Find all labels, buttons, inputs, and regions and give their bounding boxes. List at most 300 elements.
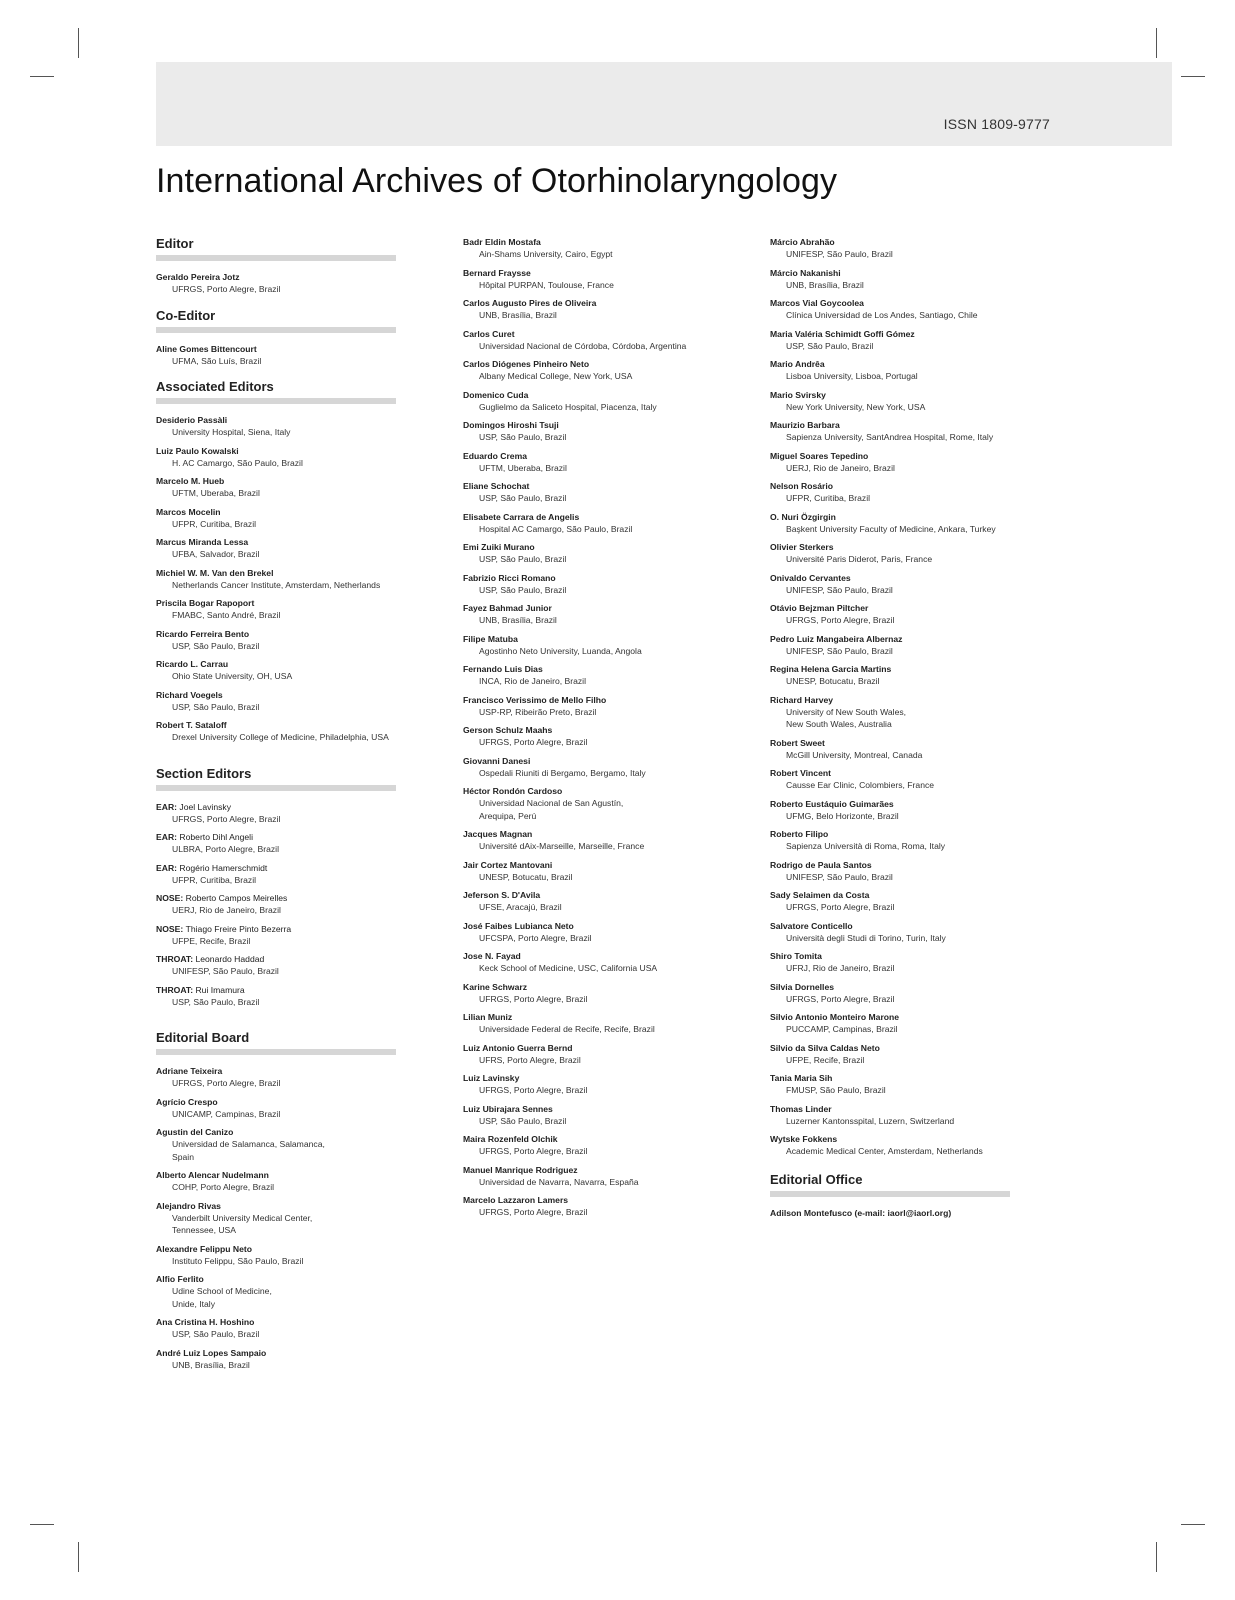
person-name: Michiel W. M. Van den Brekel xyxy=(156,567,274,578)
affiliation: UFRGS, Porto Alegre, Brazil xyxy=(479,1146,588,1156)
person-name: O. Nuri Özgirgin xyxy=(770,511,836,522)
person-entry xyxy=(156,1243,396,1268)
person-entry xyxy=(463,572,753,597)
affiliation: UFMA, São Luís, Brazil xyxy=(172,355,262,366)
affiliation: New South Wales, Australia xyxy=(786,719,892,729)
person-name: Maurizio Barbara xyxy=(770,420,840,430)
person-name: Filipe Matuba xyxy=(463,633,518,644)
crop-mark xyxy=(1156,1542,1157,1572)
affiliation: UNIFESP, São Paulo, Brazil xyxy=(786,645,893,656)
person-entry xyxy=(770,663,1060,688)
person-entry xyxy=(156,831,396,856)
affiliation: UFPR, Curitiba, Brazil xyxy=(172,518,257,529)
affiliation: UFPE, Recife, Brazil xyxy=(172,935,251,946)
person-name: Maria Valéria Schimidt Goffi Gómez xyxy=(770,328,915,339)
person-entry xyxy=(156,1200,396,1237)
affiliation: UFRGS, Porto Alegre, Brazil xyxy=(479,737,588,747)
affiliation: UNB, Brasília, Brazil xyxy=(479,310,557,320)
person-entry xyxy=(156,1065,396,1090)
person-name: Carlos Augusto Pires de Oliveira xyxy=(463,298,597,308)
person-name: Ricardo Ferreira Bento xyxy=(156,628,250,639)
person-name-text: Thiago Freire Pinto Bezerra xyxy=(185,923,292,934)
person-entry xyxy=(156,1347,396,1372)
crop-mark xyxy=(1181,1524,1205,1525)
person-name: Roberto Filipo xyxy=(770,829,829,839)
person-name: Fabrizio Ricci Romano xyxy=(463,572,556,583)
affiliation: UFRJ, Rio de Janeiro, Brazil xyxy=(786,963,895,973)
person-entry xyxy=(156,628,396,653)
person-entry xyxy=(463,920,753,945)
affiliation: UFPE, Recife, Brazil xyxy=(786,1054,865,1065)
person-name: Adriane Teixeira xyxy=(156,1066,223,1076)
person-name: Alberto Alencar Nudelmann xyxy=(156,1170,269,1180)
person-name: Alfio Ferlito xyxy=(156,1274,204,1284)
affiliation: UFPR, Curitiba, Brazil xyxy=(172,874,257,885)
person-name: Alexandre Felippu Neto xyxy=(156,1243,252,1254)
affiliation: USP, São Paulo, Brazil xyxy=(172,996,260,1007)
section-title: Section Editors xyxy=(156,766,396,791)
person-entry xyxy=(463,828,753,853)
person-entry xyxy=(770,480,1060,505)
affiliation: Hôpital PURPAN, Toulouse, France xyxy=(479,279,614,290)
person-name: Márcio Abrahão xyxy=(770,237,835,247)
person-entry xyxy=(463,511,753,536)
crop-mark xyxy=(1156,28,1157,58)
affiliation: UFBA, Salvador, Brazil xyxy=(172,549,260,559)
person-name-text: Roberto Dihl Angeli xyxy=(179,832,253,842)
person-entry xyxy=(770,798,1060,823)
person-entry xyxy=(156,1169,396,1194)
person-entry xyxy=(770,236,1060,261)
affiliation: Ospedali Riuniti di Bergamo, Bergamo, Italy xyxy=(479,767,646,778)
affiliation: Sapienza Università di Roma, Roma, Italy xyxy=(786,841,946,851)
affiliation: Universidad de Salamanca, Salamanca, xyxy=(172,1139,325,1149)
affiliation: UFRGS, Porto Alegre, Brazil xyxy=(786,615,895,625)
person-entry xyxy=(463,450,753,475)
person-name: Roberto Eustáquio Guimarães xyxy=(770,798,894,809)
person-name xyxy=(156,801,396,813)
person-name: Jair Cortez Mantovani xyxy=(463,859,553,870)
person-name: José Faibes Lubianca Neto xyxy=(463,920,574,931)
person-name: Domenico Cuda xyxy=(463,389,529,400)
person-entry xyxy=(156,953,396,978)
person-name: Desiderio Passàli xyxy=(156,415,228,425)
affiliation: McGill University, Montreal, Canada xyxy=(786,749,923,760)
person-name: Rodrigo de Paula Santos xyxy=(770,859,872,870)
affiliation: UNIFESP, São Paulo, Brazil xyxy=(786,249,893,259)
section-role: NOSE: xyxy=(156,893,184,903)
person-entry xyxy=(463,1194,753,1219)
person-entry xyxy=(463,1164,753,1189)
affiliation: UERJ, Rio de Janeiro, Brazil xyxy=(786,462,895,473)
person-name: Salvatore Conticello xyxy=(770,920,853,931)
person-entry xyxy=(770,920,1060,945)
person-name xyxy=(156,923,396,935)
office-contact: Adilson Montefusco (e-mail: iaorl@iaorl.org) xyxy=(770,1207,952,1218)
affiliation: UNIFESP, São Paulo, Brazil xyxy=(786,584,893,595)
person-entry xyxy=(770,1133,1060,1158)
person-entry xyxy=(156,892,396,917)
person-name: Richard Harvey xyxy=(770,694,834,705)
affiliation: USP, São Paulo, Brazil xyxy=(479,554,567,564)
person-name: Otávio Bejzman Piltcher xyxy=(770,603,869,613)
affiliation: H. AC Camargo, São Paulo, Brazil xyxy=(172,457,303,468)
person-entry xyxy=(156,475,396,500)
person-entry xyxy=(463,724,753,749)
person-name: Priscila Bogar Rapoport xyxy=(156,598,255,608)
person-name: Francisco Verissimo de Mello Filho xyxy=(463,694,607,705)
affiliation: COHP, Porto Alegre, Brazil xyxy=(172,1182,275,1192)
person-entry xyxy=(770,1103,1060,1128)
affiliation: Hospital AC Camargo, São Paulo, Brazil xyxy=(479,523,633,534)
affiliation: UFRGS, Porto Alegre, Brazil xyxy=(172,284,281,294)
section-section-editors xyxy=(156,766,396,1009)
person-name: Fayez Bahmad Junior xyxy=(463,603,552,613)
affiliation: UNIFESP, São Paulo, Brazil xyxy=(172,966,279,976)
person-entry xyxy=(770,737,1060,762)
person-name: Robert Vincent xyxy=(770,768,831,778)
person-name: Ricardo L. Carrau xyxy=(156,659,229,669)
person-entry xyxy=(463,358,753,383)
person-entry xyxy=(770,541,1060,566)
section-role: THROAT: xyxy=(156,984,194,995)
person-entry xyxy=(770,828,1060,853)
affiliation: UERJ, Rio de Janeiro, Brazil xyxy=(172,905,281,915)
section-role: EAR: xyxy=(156,801,178,812)
affiliation: Academic Medical Center, Amsterdam, Netherlands xyxy=(786,1146,983,1156)
person-name: Márcio Nakanishi xyxy=(770,267,841,278)
affiliation: Instituto Felippu, São Paulo, Brazil xyxy=(172,1255,304,1266)
person-entry xyxy=(156,343,396,368)
person-name: Alejandro Rivas xyxy=(156,1200,221,1211)
person-name: Aline Gomes Bittencourt xyxy=(156,343,257,354)
person-entry xyxy=(463,328,753,353)
affiliation: UFRGS, Porto Alegre, Brazil xyxy=(479,993,588,1004)
affiliation: Agostinho Neto University, Luanda, Angola xyxy=(479,645,642,656)
person-entry xyxy=(770,950,1060,975)
header-band xyxy=(156,62,1172,146)
person-name: Thomas Linder xyxy=(770,1103,832,1114)
affiliation: Vanderbilt University Medical Center, xyxy=(172,1212,313,1223)
affiliation: UFPR, Curitiba, Brazil xyxy=(786,493,871,503)
person-name: Sady Selaimen da Costa xyxy=(770,890,870,900)
person-entry xyxy=(463,785,753,822)
section-editor xyxy=(156,236,396,296)
column-right xyxy=(770,236,1060,1231)
person-entry xyxy=(770,889,1060,914)
affiliation: UNICAMP, Campinas, Brazil xyxy=(172,1108,281,1119)
journal-title: International Archives of Otorhinolaryngology xyxy=(156,162,838,200)
affiliation: Unide, Italy xyxy=(172,1298,215,1309)
affiliation: UFRS, Porto Alegre, Brazil xyxy=(479,1054,581,1065)
affiliation: UFCSPA, Porto Alegre, Brazil xyxy=(479,932,592,943)
person-name: Luiz Antonio Guerra Bernd xyxy=(463,1042,573,1053)
person-entry xyxy=(463,633,753,658)
person-name: Agrício Crespo xyxy=(156,1096,218,1107)
person-name: Carlos Curet xyxy=(463,328,515,339)
person-name-text: Rui Imamura xyxy=(195,984,245,995)
affiliation: FMUSP, São Paulo, Brazil xyxy=(786,1085,886,1095)
person-name: Nelson Rosário xyxy=(770,481,834,491)
affiliation: UFRGS, Porto Alegre, Brazil xyxy=(172,813,281,824)
person-name: Carlos Diógenes Pinheiro Neto xyxy=(463,359,590,369)
person-name xyxy=(156,984,396,996)
affiliation: UFTM, Uberaba, Brazil xyxy=(172,488,260,498)
person-entry xyxy=(463,267,753,292)
person-entry xyxy=(770,450,1060,475)
person-name: Agustin del Canizo xyxy=(156,1127,234,1137)
person-name: Eliane Schochat xyxy=(463,481,530,491)
person-entry xyxy=(156,506,396,531)
person-entry xyxy=(463,419,753,444)
person-name: Marcus Miranda Lessa xyxy=(156,537,249,547)
person-entry xyxy=(770,572,1060,597)
person-entry xyxy=(463,663,753,688)
affiliation: Udine School of Medicine, xyxy=(172,1286,272,1296)
person-entry xyxy=(770,297,1060,322)
person-entry xyxy=(156,567,396,592)
crop-mark xyxy=(30,1524,54,1525)
section-editorial-board xyxy=(156,1030,396,1371)
person-name: Eduardo Crema xyxy=(463,450,527,461)
person-entry xyxy=(156,658,396,683)
person-name: Marcelo M. Hueb xyxy=(156,476,225,486)
affiliation: Başkent University Faculty of Medicine, Ankara, Turkey xyxy=(786,523,996,534)
affiliation: UNB, Brasília, Brazil xyxy=(786,279,864,290)
person-name: Regina Helena Garcia Martins xyxy=(770,664,892,674)
affiliation: Universidad Nacional de Córdoba, Córdoba, Argentina xyxy=(479,340,687,351)
person-name: Badr Eldin Mostafa xyxy=(463,237,541,247)
person-name xyxy=(156,862,396,874)
person-name: Geraldo Pereira Jotz xyxy=(156,272,240,282)
section-role: THROAT: xyxy=(156,954,194,964)
person-name: Mario Svirsky xyxy=(770,389,826,400)
affiliation: UFMG, Belo Horizonte, Brazil xyxy=(786,810,899,821)
affiliation: UFRGS, Porto Alegre, Brazil xyxy=(786,993,895,1004)
person-name: Fernando Luis Dias xyxy=(463,664,543,674)
affiliation: Università degli Studi di Torino, Turin, Italy xyxy=(786,932,946,943)
person-entry xyxy=(463,1042,753,1067)
person-name-text: Rogério Hamerschmidt xyxy=(179,862,268,873)
person-entry xyxy=(463,389,753,414)
section-title: Editorial Board xyxy=(156,1030,396,1055)
person-name: Lilian Muniz xyxy=(463,1012,513,1022)
affiliation: Netherlands Cancer Institute, Amsterdam, Netherlands xyxy=(172,579,381,590)
person-name: Silvio da Silva Caldas Neto xyxy=(770,1042,880,1053)
person-entry xyxy=(463,694,753,719)
affiliation: Ohio State University, OH, USA xyxy=(172,671,293,681)
person-entry xyxy=(156,719,396,744)
column-left xyxy=(156,236,396,1383)
affiliation: UFSE, Aracajú, Brazil xyxy=(479,902,562,912)
person-entry xyxy=(770,1072,1060,1097)
affiliation: USP, São Paulo, Brazil xyxy=(479,432,567,442)
person-entry xyxy=(463,1133,753,1158)
person-name: Domingos Hiroshi Tsuji xyxy=(463,420,559,430)
person-entry xyxy=(156,445,396,470)
crop-mark xyxy=(78,28,79,58)
section-co-editor xyxy=(156,308,396,368)
person-name: Elisabete Carrara de Angelis xyxy=(463,511,580,522)
affiliation: Universidad Nacional de San Agustín, xyxy=(479,798,624,808)
affiliation: Universidade Federal de Recife, Recife, Brazil xyxy=(479,1024,655,1034)
person-entry xyxy=(770,1011,1060,1036)
affiliation: Keck School of Medicine, USC, California USA xyxy=(479,963,658,973)
person-entry xyxy=(463,541,753,566)
person-name: Gerson Schulz Maahs xyxy=(463,725,553,735)
affiliation: UNIFESP, São Paulo, Brazil xyxy=(786,871,893,882)
person-name-text: Leonardo Haddad xyxy=(195,954,265,964)
affiliation: UFRGS, Porto Alegre, Brazil xyxy=(479,1085,588,1095)
section-title: Editorial Office xyxy=(770,1172,1010,1197)
affiliation: USP, São Paulo, Brazil xyxy=(479,493,567,503)
person-entry xyxy=(463,1103,753,1128)
affiliation: Spain xyxy=(172,1151,194,1162)
affiliation: Université dAix-Marseille, Marseille, France xyxy=(479,841,645,851)
person-entry xyxy=(156,1273,396,1310)
issn: ISSN 1809-9777 xyxy=(943,116,1050,132)
person-name-text: Joel Lavinsky xyxy=(179,801,231,812)
person-entry xyxy=(770,328,1060,353)
section-role: NOSE: xyxy=(156,923,184,934)
affiliation: USP-RP, Ribeirão Preto, Brazil xyxy=(479,706,597,717)
person-entry xyxy=(156,536,396,561)
person-name: Onivaldo Cervantes xyxy=(770,572,851,583)
person-entry xyxy=(156,984,396,1009)
crop-mark xyxy=(78,1542,79,1572)
person-name: Luiz Paulo Kowalski xyxy=(156,445,239,456)
person-name xyxy=(156,892,396,904)
person-name: Tania Maria Sih xyxy=(770,1073,833,1083)
person-entry xyxy=(463,859,753,884)
person-name xyxy=(156,831,396,843)
affiliation: USP, São Paulo, Brazil xyxy=(172,701,260,712)
person-entry xyxy=(156,414,396,439)
person-name: Silvia Dornelles xyxy=(770,981,835,992)
person-entry xyxy=(463,1011,753,1036)
person-name: Luiz Lavinsky xyxy=(463,1073,520,1083)
affiliation: Arequipa, Perú xyxy=(479,810,537,821)
person-name: Olivier Sterkers xyxy=(770,542,834,552)
section-title: Editor xyxy=(156,236,396,261)
person-name: Mario Andrêa xyxy=(770,359,825,369)
affiliation: Clínica Universidad de Los Andes, Santiago, Chile xyxy=(786,310,978,320)
affiliation: INCA, Rio de Janeiro, Brazil xyxy=(479,676,586,686)
affiliation: Universidad de Navarra, Navarra, España xyxy=(479,1176,639,1187)
affiliation: USP, São Paulo, Brazil xyxy=(172,640,260,651)
person-entry xyxy=(463,236,753,261)
affiliation: Guglielmo da Saliceto Hospital, Piacenza, Italy xyxy=(479,401,657,412)
person-entry xyxy=(770,981,1060,1006)
affiliation: Luzerner Kantonsspital, Luzern, Switzerland xyxy=(786,1115,955,1126)
person-name: Luiz Ubirajara Sennes xyxy=(463,1103,553,1114)
affiliation: Université Paris Diderot, Paris, France xyxy=(786,554,933,564)
affiliation: USP, São Paulo, Brazil xyxy=(786,340,874,351)
affiliation: Drexel University College of Medicine, Philadelphia, USA xyxy=(172,732,389,742)
person-entry xyxy=(463,602,753,627)
affiliation: USP, São Paulo, Brazil xyxy=(479,1115,567,1126)
person-entry xyxy=(770,602,1060,627)
affiliation: University of New South Wales, xyxy=(786,706,907,717)
affiliation: University Hospital, Siena, Italy xyxy=(172,427,291,437)
person-entry xyxy=(770,1042,1060,1067)
crop-mark xyxy=(1181,76,1205,77)
person-name: Jacques Magnan xyxy=(463,829,533,839)
affiliation: FMABC, Santo André, Brazil xyxy=(172,610,281,620)
person-entry xyxy=(156,801,396,826)
person-name: Richard Voegels xyxy=(156,689,223,700)
person-name: Marcelo Lazzaron Lamers xyxy=(463,1195,569,1205)
affiliation: Sapienza University, SantAndrea Hospital, Rome, Italy xyxy=(786,432,994,442)
person-entry xyxy=(156,1096,396,1121)
person-name: Silvio Antonio Monteiro Marone xyxy=(770,1012,900,1022)
affiliation: UFTM, Uberaba, Brazil xyxy=(479,462,567,473)
person-name: Marcos Vial Goycoolea xyxy=(770,298,864,308)
affiliation: Ain-Shams University, Cairo, Egypt xyxy=(479,249,613,259)
person-name: Giovanni Danesi xyxy=(463,755,531,766)
person-entry xyxy=(156,1316,396,1341)
affiliation: Causse Ear Clinic, Colombiers, France xyxy=(786,780,935,790)
person-name: Emi Zuiki Murano xyxy=(463,542,535,552)
person-name: Maira Rozenfeld Olchik xyxy=(463,1134,558,1144)
person-name xyxy=(156,953,396,965)
person-entry xyxy=(770,267,1060,292)
person-name: Jose N. Fayad xyxy=(463,951,521,961)
person-name: Shiro Tomita xyxy=(770,951,822,961)
person-entry xyxy=(156,597,396,622)
person-name: Miguel Soares Tepedino xyxy=(770,450,869,461)
affiliation: UFRGS, Porto Alegre, Brazil xyxy=(786,902,895,912)
affiliation: UNB, Brasília, Brazil xyxy=(172,1359,250,1370)
person-entry xyxy=(156,1126,396,1163)
person-name: Bernard Fraysse xyxy=(463,267,531,278)
column-middle xyxy=(463,236,753,1225)
affiliation: New York University, New York, USA xyxy=(786,401,926,412)
affiliation: PUCCAMP, Campinas, Brazil xyxy=(786,1024,898,1034)
affiliation: ULBRA, Porto Alegre, Brazil xyxy=(172,844,279,854)
person-entry xyxy=(463,950,753,975)
person-entry xyxy=(156,271,396,296)
person-entry xyxy=(770,389,1060,414)
section-role: EAR: xyxy=(156,832,178,842)
person-name: Wytske Fokkens xyxy=(770,1134,838,1144)
section-title: Co-Editor xyxy=(156,308,396,333)
person-entry xyxy=(770,633,1060,658)
person-name: Ana Cristina H. Hoshino xyxy=(156,1317,255,1327)
person-name-text: Roberto Campos Meirelles xyxy=(185,893,288,903)
affiliation: USP, São Paulo, Brazil xyxy=(172,1329,260,1339)
person-name: Marcos Mocelin xyxy=(156,506,221,517)
board-list-right xyxy=(770,236,1060,1158)
affiliation: Albany Medical College, New York, USA xyxy=(479,371,633,381)
person-entry xyxy=(463,981,753,1006)
person-name: Manuel Manrique Rodriguez xyxy=(463,1164,578,1175)
person-name: Jeferson S. D'Avila xyxy=(463,890,541,900)
person-entry xyxy=(463,1072,753,1097)
person-entry xyxy=(463,480,753,505)
affiliation: UNESP, Botucatu, Brazil xyxy=(479,871,573,882)
affiliation: UFRGS, Porto Alegre, Brazil xyxy=(479,1207,588,1217)
affiliation: Lisboa University, Lisboa, Portugal xyxy=(786,371,918,381)
person-entry xyxy=(463,755,753,780)
affiliation: Tennessee, USA xyxy=(172,1225,237,1235)
person-name: Héctor Rondón Cardoso xyxy=(463,786,563,796)
person-entry xyxy=(156,923,396,948)
person-entry xyxy=(770,767,1060,792)
person-entry xyxy=(770,358,1060,383)
person-name: Karine Schwarz xyxy=(463,981,527,992)
editorial-office-section xyxy=(770,1172,1060,1219)
